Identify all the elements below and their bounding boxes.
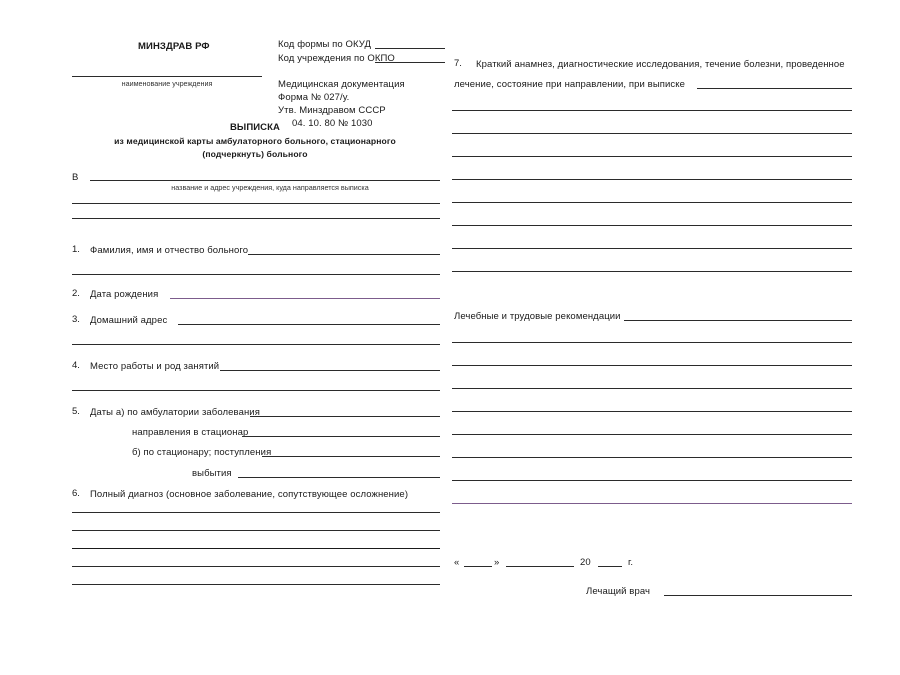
item-3-field-line-2[interactable] — [72, 344, 440, 345]
destination-label: В — [72, 172, 79, 183]
recommendations-field-line-7[interactable] — [452, 480, 852, 481]
item-5-sub-field-3[interactable] — [238, 477, 440, 478]
item-7-label-line-2: лечение, состояние при направлении, при выписке — [454, 79, 686, 90]
item-7-field-line-1[interactable] — [452, 110, 852, 111]
doctor-signature-field[interactable] — [664, 595, 852, 596]
item-2-label: Дата рождения — [90, 289, 159, 300]
item-7-number: 7. — [454, 58, 462, 69]
okud-code-label: Код формы по ОКУД — [278, 39, 372, 50]
destination-field-line-3[interactable] — [72, 218, 440, 219]
item-4-label: Место работы и род занятий — [90, 361, 220, 372]
item-4-number: 4. — [72, 360, 80, 371]
item-5-sub-label-3: выбытия — [192, 468, 232, 479]
recommendations-field-line-3[interactable] — [452, 388, 852, 389]
item-2-number: 2. — [72, 288, 80, 299]
item-5-sub-field-2[interactable] — [262, 456, 440, 457]
left-column — [60, 26, 440, 626]
item-7-field-line-4[interactable] — [452, 179, 852, 180]
okpo-code-field[interactable] — [375, 62, 445, 63]
item-1-field[interactable] — [248, 254, 440, 255]
recommendations-field-line-8[interactable] — [452, 503, 852, 504]
item-1-number: 1. — [72, 244, 80, 255]
item-1-label: Фамилия, имя и отчество больного — [90, 245, 249, 256]
meta-line-4: 04. 10. 80 № 1030 — [292, 118, 373, 129]
meta-line-1: Медицинская документация — [278, 79, 405, 90]
item-4-field[interactable] — [220, 370, 440, 371]
date-day-field[interactable] — [464, 566, 492, 567]
organization-name-rule — [72, 76, 262, 77]
okpo-code-label: Код учреждения по ОКПО — [278, 53, 395, 64]
item-5-sub-field-1[interactable] — [242, 436, 440, 437]
okud-code-field[interactable] — [375, 48, 445, 49]
recommendations-field-line-0[interactable] — [624, 320, 852, 321]
page-subtitle-line-1: из медицинской карты амбулаторного больного, стационарного — [114, 136, 396, 146]
item-6-field-line-5[interactable] — [72, 584, 440, 585]
item-5-number: 5. — [72, 406, 80, 417]
item-7-field-line-6[interactable] — [452, 225, 852, 226]
recommendations-field-line-2[interactable] — [452, 365, 852, 366]
item-7-field-line-5[interactable] — [452, 202, 852, 203]
item-6-field-line-1[interactable] — [72, 512, 440, 513]
item-3-field[interactable] — [178, 324, 440, 325]
item-7-field-line-7[interactable] — [452, 248, 852, 249]
recommendations-field-line-4[interactable] — [452, 411, 852, 412]
item-6-number: 6. — [72, 488, 80, 499]
item-5-label: Даты а) по амбулатории заболевания — [90, 407, 260, 418]
item-7-field-line-8[interactable] — [452, 271, 852, 272]
item-7-field-line-2[interactable] — [452, 133, 852, 134]
date-quote-open: « — [454, 557, 460, 568]
destination-caption: название и адрес учреждения, куда направляется выписка — [171, 183, 369, 192]
recommendations-field-line-5[interactable] — [452, 434, 852, 435]
date-year-prefix: 20 — [580, 557, 591, 568]
date-month-field[interactable] — [506, 566, 574, 567]
date-year-suffix: г. — [628, 557, 634, 568]
item-5a-field[interactable] — [250, 416, 440, 417]
right-column — [452, 48, 852, 618]
ministry-title: МИНЗДРАВ РФ — [138, 41, 210, 52]
item-7-field-line-3[interactable] — [452, 156, 852, 157]
item-1-field-line-2[interactable] — [72, 274, 440, 275]
recommendations-field-line-6[interactable] — [452, 457, 852, 458]
recommendations-label: Лечебные и трудовые рекомендации — [454, 311, 621, 322]
page-title: ВЫПИСКА — [229, 122, 281, 133]
date-year-field[interactable] — [598, 566, 622, 567]
doctor-label: Лечащий врач — [586, 586, 651, 597]
date-quote-close: » — [494, 557, 500, 568]
item-3-number: 3. — [72, 314, 80, 325]
meta-line-3: Утв. Минздравом СССР — [278, 105, 386, 116]
page-subtitle-line-2: (подчеркнуть) больного — [202, 149, 308, 159]
item-6-field-line-3[interactable] — [72, 548, 440, 549]
recommendations-field-line-1[interactable] — [452, 342, 852, 343]
item-6-field-line-2[interactable] — [72, 530, 440, 531]
destination-field-line-2[interactable] — [72, 203, 440, 204]
item-3-label: Домашний адрес — [90, 315, 168, 326]
item-7-field-line-0[interactable] — [697, 88, 852, 89]
item-7-label-line-1: Краткий анамнез, диагностические исследования, течение болезни, проведенное — [476, 59, 845, 70]
item-5-sub-label-1: направления в стационар — [132, 427, 249, 438]
item-2-field[interactable] — [170, 298, 440, 299]
organization-name-caption: наименование учреждения — [121, 79, 213, 88]
meta-line-2: Форма № 027/у. — [278, 92, 350, 103]
item-4-field-line-2[interactable] — [72, 390, 440, 391]
item-5-sub-label-2: б) по стационару; поступления — [132, 447, 272, 458]
item-6-label: Полный диагноз (основное заболевание, сопутствующее осложнение) — [90, 489, 409, 500]
item-6-field-line-4[interactable] — [72, 566, 440, 567]
destination-field-line-1[interactable] — [90, 180, 440, 181]
